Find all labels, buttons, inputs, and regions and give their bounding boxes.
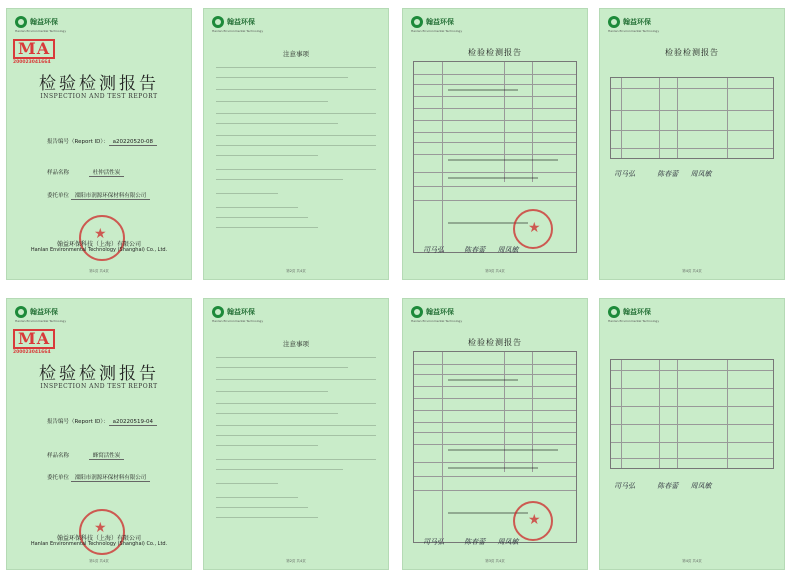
table-divider	[414, 432, 576, 433]
sample-label: 样品名称	[47, 170, 70, 176]
official-seal	[79, 509, 125, 555]
table-divider	[532, 62, 533, 182]
client-label: 委托单位	[47, 193, 70, 199]
table-divider	[621, 360, 622, 468]
table-divider	[727, 78, 728, 158]
brand-name: 翰益环保	[30, 18, 58, 26]
notice-text-line	[216, 391, 328, 392]
sample-name-line	[47, 168, 124, 176]
notice-text-line	[216, 435, 376, 436]
brand-english: Hanlan Environmental Technology	[411, 319, 463, 323]
signature-reviewer: 陈春蕾	[464, 538, 486, 546]
signature-block	[423, 245, 518, 255]
notice-text-line	[216, 367, 348, 368]
signature-block	[423, 537, 518, 547]
report-number-line	[47, 137, 157, 145]
notice-text-line	[216, 507, 308, 508]
table-divider	[414, 96, 576, 97]
client-label: 委托单位	[47, 475, 70, 481]
brand-name: 翰益环保	[227, 18, 255, 26]
table-divider	[414, 444, 576, 445]
notice-text-line	[216, 469, 343, 470]
top-report-row	[0, 0, 790, 289]
cover-page-bottom	[6, 298, 192, 570]
page-footer: 第1页 共4页	[89, 559, 109, 563]
table-divider	[414, 200, 576, 201]
brand-english: Hanlan Environmental Technology	[411, 29, 463, 33]
leaf-logo-icon	[212, 16, 224, 28]
signature-block	[614, 481, 711, 491]
notice-text-line	[216, 517, 318, 518]
brand-english: Hanlan Environmental Technology	[608, 319, 660, 323]
sample-name: 蜂窝活性炭	[89, 453, 125, 460]
brand-name: 翰益环保	[623, 18, 651, 26]
brand-name: 翰益环保	[227, 308, 255, 316]
client-name: 溧阳市润源环保材料有限公司	[71, 193, 151, 200]
client-line	[47, 191, 150, 199]
brand-name: 翰益环保	[623, 308, 651, 316]
bottom-report-row	[0, 290, 790, 579]
leaf-logo-icon	[608, 306, 620, 318]
table-divider	[677, 360, 678, 468]
table-divider	[414, 172, 576, 173]
info-table	[413, 351, 577, 543]
brand-name: 翰益环保	[426, 308, 454, 316]
page-footer: 第3页 共4页	[485, 559, 505, 563]
signature-tester: 周凤敏	[497, 538, 519, 546]
notice-text-line	[216, 135, 376, 136]
report-title: 检验检测报告	[468, 338, 522, 347]
leaf-logo-icon	[608, 16, 620, 28]
table-divider	[532, 352, 533, 472]
table-divider	[611, 148, 773, 149]
cover-title: 检验检测报告	[39, 364, 159, 384]
page-footer: 第2页 共4页	[286, 559, 306, 563]
table-divider	[611, 370, 773, 371]
notice-page-bottom	[203, 298, 389, 570]
company-name-en: Hanlan Environmental Technology (Shanghai) Co., Ltd.	[30, 541, 168, 547]
page-footer: 第1页 共4页	[89, 269, 109, 273]
signature-reviewer: 陈春蕾	[657, 482, 679, 490]
results-page-bottom	[599, 298, 785, 570]
signature-tester: 周凤敏	[497, 246, 519, 254]
company-name-en: Hanlan Environmental Technology (Shanghai) Co., Ltd.	[30, 247, 168, 253]
notice-page-top	[203, 8, 389, 280]
notice-text-line	[216, 145, 376, 146]
notice-text-line	[216, 123, 338, 124]
notice-text-line	[216, 483, 278, 484]
official-seal	[513, 209, 553, 249]
notice-text-line	[216, 357, 376, 358]
cma-mark	[13, 329, 55, 355]
notice-text-line	[216, 217, 308, 218]
cma-number: 200023041664	[13, 350, 51, 355]
table-divider	[414, 132, 576, 133]
table-divider	[414, 120, 576, 121]
table-divider	[414, 462, 576, 463]
cell-text	[448, 379, 518, 381]
report-number: a20220520-08	[109, 139, 157, 146]
client-line	[47, 473, 150, 481]
brand-name: 翰益环保	[30, 308, 58, 316]
table-divider	[677, 78, 678, 158]
results-table	[610, 77, 774, 159]
table-divider	[414, 386, 576, 387]
cell-text	[448, 177, 538, 179]
notice-text-line	[216, 497, 298, 498]
company-name-cn: 翰益环保科技（上海）有限公司	[56, 535, 141, 542]
brand-english: Hanlan Environmental Technology	[212, 29, 264, 33]
brand-logo	[212, 306, 255, 318]
table-divider	[414, 186, 576, 187]
signature-block	[614, 169, 711, 179]
notice-text-line	[216, 101, 328, 102]
notice-text-line	[216, 403, 376, 404]
brand-english: Hanlan Environmental Technology	[212, 319, 264, 323]
notice-title: 注意事项	[283, 50, 309, 58]
notice-text-line	[216, 459, 376, 460]
page-footer: 第4页 共4页	[682, 559, 702, 563]
cell-text	[448, 467, 538, 469]
results-table	[610, 359, 774, 469]
table-divider	[611, 88, 773, 89]
table-divider	[611, 458, 773, 459]
cell-text	[448, 449, 558, 451]
cover-title-en: INSPECTION AND TEST REPORT	[40, 93, 158, 100]
table-divider	[727, 360, 728, 468]
cma-text: MA	[18, 329, 51, 348]
notice-title: 注意事项	[283, 340, 309, 348]
sample-name-line	[47, 451, 124, 459]
table-divider	[414, 398, 576, 399]
table-divider	[442, 352, 443, 542]
notice-text-line	[216, 155, 318, 156]
table-divider	[414, 490, 576, 491]
report-title: 检验检测报告	[468, 48, 522, 57]
notice-text-line	[216, 207, 298, 208]
brand-logo	[411, 16, 454, 28]
signature-approver: 司马弘	[614, 170, 635, 178]
table-divider	[442, 62, 443, 252]
table-divider	[414, 422, 576, 423]
notice-text-line	[216, 67, 376, 68]
signature-reviewer: 陈春蕾	[464, 246, 486, 254]
cover-title-en: INSPECTION AND TEST REPORT	[40, 383, 158, 390]
brand-name: 翰益环保	[426, 18, 454, 26]
table-divider	[414, 74, 576, 75]
table-divider	[414, 374, 576, 375]
report-number-line	[47, 417, 157, 425]
report-number-label: 报告编号（Report ID）：	[47, 419, 109, 425]
cma-text: MA	[18, 39, 51, 58]
signature-tester: 周凤敏	[690, 170, 712, 178]
page-footer: 第3页 共4页	[485, 269, 505, 273]
official-seal	[79, 215, 125, 261]
table-divider	[504, 62, 505, 182]
signature-tester: 周凤敏	[690, 482, 712, 490]
table-divider	[414, 364, 576, 365]
notice-text-line	[216, 425, 376, 426]
report-number-label: 报告编号（Report ID）：	[47, 139, 109, 145]
notice-text-line	[216, 77, 348, 78]
report-info-page-top	[402, 8, 588, 280]
page-footer: 第4页 共4页	[682, 269, 702, 273]
table-divider	[611, 110, 773, 111]
notice-text-line	[216, 413, 338, 414]
report-number: a20220519-04	[109, 419, 157, 426]
notice-text-line	[216, 193, 278, 194]
notice-text-line	[216, 445, 318, 446]
leaf-logo-icon	[15, 306, 27, 318]
leaf-logo-icon	[15, 16, 27, 28]
table-divider	[659, 360, 660, 468]
table-divider	[611, 130, 773, 131]
cma-mark	[13, 39, 55, 65]
official-seal	[513, 501, 553, 541]
report-title: 检验检测报告	[665, 48, 719, 57]
leaf-logo-icon	[411, 16, 423, 28]
table-divider	[414, 142, 576, 143]
table-divider	[611, 442, 773, 443]
brand-english: Hanlan Environmental Technology	[15, 319, 67, 323]
brand-english: Hanlan Environmental Technology	[608, 29, 660, 33]
sample-label: 样品名称	[47, 453, 70, 459]
company-name-cn: 翰益环保科技（上海）有限公司	[56, 241, 141, 248]
table-divider	[611, 388, 773, 389]
table-divider	[659, 78, 660, 158]
brand-logo	[15, 16, 58, 28]
signature-reviewer: 陈春蕾	[657, 170, 679, 178]
brand-english: Hanlan Environmental Technology	[15, 29, 67, 33]
notice-text-line	[216, 179, 343, 180]
signature-approver: 司马弘	[423, 246, 444, 254]
client-name: 溧阳市润源环保材料有限公司	[71, 475, 151, 482]
cma-number: 200023041664	[13, 60, 51, 65]
brand-logo	[608, 306, 651, 318]
signature-approver: 司马弘	[423, 538, 444, 546]
notice-text-line	[216, 379, 376, 380]
table-divider	[621, 78, 622, 158]
brand-logo	[15, 306, 58, 318]
table-divider	[611, 406, 773, 407]
table-divider	[414, 410, 576, 411]
cell-text	[448, 159, 558, 161]
leaf-logo-icon	[212, 306, 224, 318]
page-footer: 第2页 共4页	[286, 269, 306, 273]
table-divider	[414, 108, 576, 109]
leaf-logo-icon	[411, 306, 423, 318]
table-divider	[504, 352, 505, 472]
report-info-page-bottom	[402, 298, 588, 570]
table-divider	[414, 84, 576, 85]
table-divider	[611, 424, 773, 425]
brand-logo	[608, 16, 651, 28]
notice-text-line	[216, 169, 376, 170]
notice-text-line	[216, 227, 318, 228]
cell-text	[448, 89, 518, 91]
brand-logo	[411, 306, 454, 318]
cover-title: 检验检测报告	[39, 74, 159, 94]
brand-logo	[212, 16, 255, 28]
table-divider	[414, 476, 576, 477]
sample-name: 杜仲活性炭	[89, 170, 125, 177]
signature-approver: 司马弘	[614, 482, 635, 490]
results-page-top	[599, 8, 785, 280]
table-divider	[414, 154, 576, 155]
cover-page-top	[6, 8, 192, 280]
notice-text-line	[216, 89, 376, 90]
notice-text-line	[216, 113, 376, 114]
